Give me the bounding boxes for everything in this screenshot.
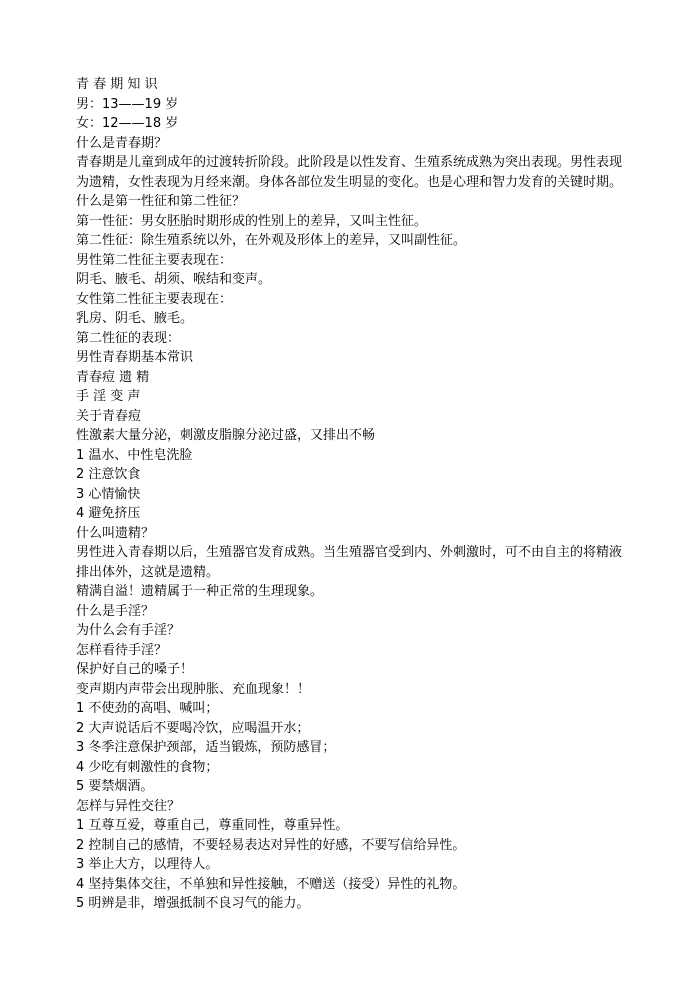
list-item: 4 避免挤压 [76,506,141,521]
section-heading: 关于青春痘 [76,408,142,424]
section-heading: 什么是第一性征和第二性征？ [76,194,246,209]
text-line: 第二性征的表现： [76,330,181,346]
list-item: 3 举止大方，以理待人。 [76,857,219,872]
age-range-male: 男：13——19 岁 [76,96,179,112]
age-range-female: 女：12——18 岁 [76,116,179,131]
list-item: 2 大声说话后不要喝冷饮，应喝温开水； [76,720,310,736]
list-item: 4 少吃有刺激性的食物； [76,759,219,775]
list-item: 1 互尊互爱，尊重自己，尊重同性，尊重异性。 [76,818,349,833]
section-heading: 什么叫遗精？ [76,525,155,541]
text-line: 第二性征：除生殖系统以外，在外观及形体上的差异，又叫副性征。 [76,233,467,248]
text-line: 阴毛、腋毛、胡须、喉结和变声。 [76,272,272,287]
list-item: 2 注意饮食 [76,467,141,482]
section-heading: 为什么会有手淫？ [76,623,181,638]
list-item: 4 坚持集体交往，不单独和异性接触，不赠送（接受）异性的礼物。 [76,876,466,892]
text-line: 性激素大量分泌，刺激皮脂腺分泌过盛，又排出不畅 [76,428,376,443]
text-line: 手 淫 变 声 [76,389,141,404]
paragraph: 男性进入青春期以后，生殖器官发育成熟。当生殖器官受到内、外刺激时，可不由自主的将精液排出体外，这就是遗精。 [76,545,623,580]
document-title: 青 春 期 知 识 [76,77,158,92]
text-line: 青春痘 遗 精 [76,369,150,385]
list-item: 3 冬季注意保护颈部，适当锻炼，预防感冒； [76,740,336,755]
list-item: 2 控制自己的感情，不要轻易表达对异性的好感，不要写信给异性。 [76,837,466,853]
section-heading: 怎样看待手淫？ [76,642,168,658]
list-item: 1 不使劲的高唱、喊叫； [76,701,219,716]
text-line: 精满自溢！遗精属于一种正常的生理现象。 [76,584,324,599]
text-line: 第一性征：男女胚胎时期形成的性别上的差异，又叫主性征。 [76,213,428,229]
text-line: 乳房、阴毛、腋毛。 [76,311,194,326]
text-line: 女性第二性征主要表现在： [76,291,233,307]
section-heading: 保护好自己的嗓子！ [76,662,194,677]
section-heading: 怎样与异性交往？ [76,798,181,814]
list-item: 5 要禁烟酒。 [76,779,154,794]
list-item: 3 心情愉快 [76,486,141,502]
section-heading: 男性青春期基本常识 [76,350,194,365]
document-page [76,75,632,914]
text-line: 男性第二性征主要表现在： [76,252,233,268]
paragraph: 青春期是儿童到成年的过渡转折阶段。此阶段是以性发育、生殖系统成熟为突出表现。男性表现为遗精，女性表现为月经来潮。身体各部位发生明显的变化。也是心理和智力发育的关键时期。 [76,155,623,190]
list-item: 5 明辨是非，增强抵制不良习气的能力。 [76,896,310,911]
list-item: 1 温水、中性皂洗脸 [76,447,193,463]
section-heading: 什么是手淫？ [76,603,155,619]
section-heading: 什么是青春期？ [76,135,168,151]
text-line: 变声期内声带会出现肿胀、充血现象！！ [76,681,311,697]
